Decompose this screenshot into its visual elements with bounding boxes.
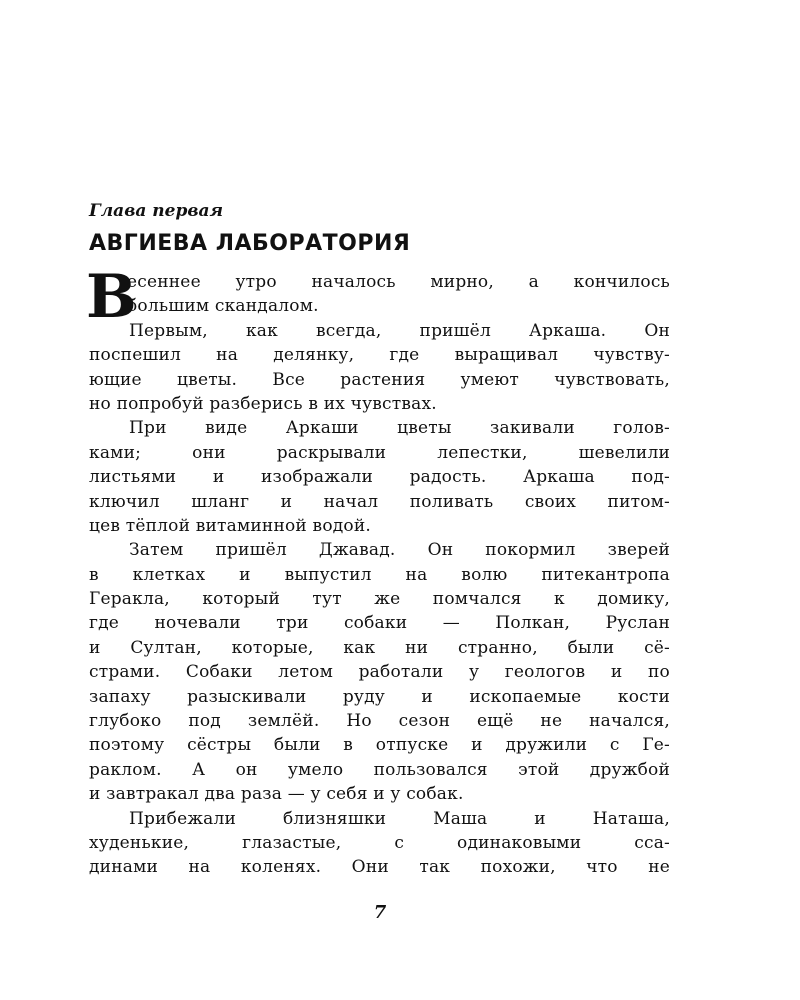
chapter-label: Глава первая: [89, 201, 224, 221]
text-line: раклом. А он умело пользовался этой дружбой: [89, 759, 670, 780]
text-line: поэтому сёстры были в отпуске и дружили с Ге-: [89, 735, 670, 756]
text-line: страми. Собаки летом работали у геологов и по: [89, 662, 670, 683]
text-line: и Султан, которые, как ни странно, были сё-: [89, 637, 670, 658]
text-line: Первым, как всегда, пришёл Аркаша. Он: [129, 320, 670, 341]
text-line: в клетках и выпустил на волю питекантропа: [89, 564, 670, 585]
text-line: худенькие, глазастые, с одинаковыми сса-: [89, 832, 670, 853]
text-line: но попробуй разберись в их чувствах.: [89, 393, 437, 414]
text-line: динами на коленях. Они так похожи, что не: [89, 857, 670, 878]
text-line: цев тёплой витаминной водой.: [89, 515, 371, 536]
text-line: листьями и изображали радость. Аркаша под-: [89, 467, 670, 488]
text-line: глубоко под землёй. Но сезон ещё не начался,: [89, 711, 670, 732]
text-line: ющие цветы. Все растения умеют чувствовать,: [89, 369, 670, 390]
text-line: ками; они раскрывали лепестки, шевелили: [89, 442, 670, 463]
text-line: где ночевали три собаки — Полкан, Руслан: [89, 613, 670, 634]
page-number: 7: [373, 902, 387, 923]
text-line: поспешил на делянку, где выращивал чувству-: [89, 345, 670, 366]
text-line: запаху разыскивали руду и ископаемые кости: [89, 686, 670, 707]
text-line: Геракла, который тут же помчался к домику,: [89, 589, 670, 610]
text-line: большим скандалом.: [127, 296, 319, 317]
text-line: ключил шланг и начал поливать своих питом-: [89, 491, 670, 512]
text-line: Затем пришёл Джавад. Он покормил зверей: [129, 540, 670, 561]
body-text: [86, 262, 670, 880]
text-line: Прибежали близняшки Маша и Наташа,: [129, 808, 670, 829]
drop-cap: В: [86, 262, 137, 332]
chapter-title: АВГИЕВА ЛАБОРАТОРИЯ: [89, 231, 411, 256]
text-line: есеннее утро началось мирно, а кончилось: [127, 272, 670, 292]
text-line: и завтракал два раза — у себя и у собак.: [89, 784, 464, 805]
text-line: При виде Аркаши цветы закивали голов-: [129, 418, 670, 439]
